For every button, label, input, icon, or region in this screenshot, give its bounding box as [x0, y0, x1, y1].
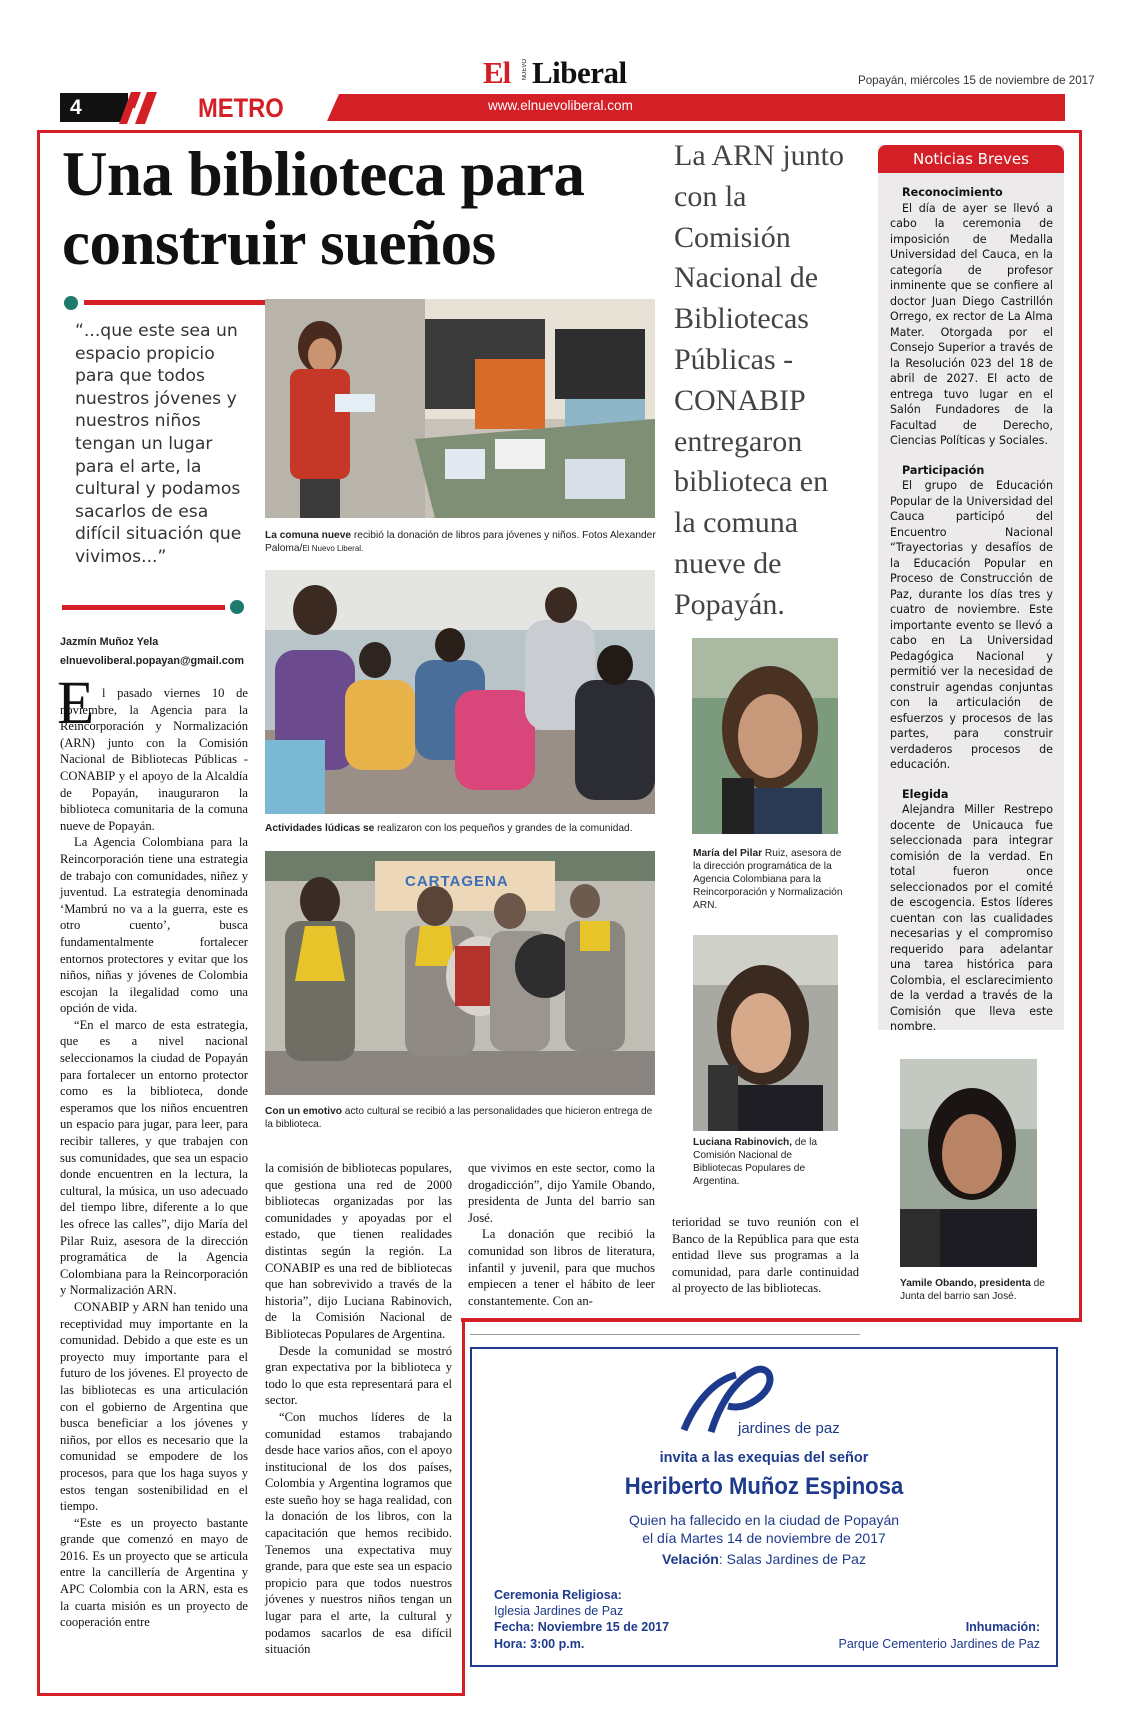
logo-nuevo: NUEVO	[522, 59, 528, 81]
photo-1-caption-text: recibió la donación de libros para jóvenes y niños. Fotos Alexander Paloma/	[265, 530, 656, 554]
logo-liberal: Liberal	[532, 55, 627, 90]
photo-1-caption-credit: El Nuevo Liberal.	[302, 544, 364, 553]
col2-para-2: Desde la comunidad se mostró gran expectativa por la biblioteca y todo lo que esta representará para el sector.	[265, 1343, 452, 1408]
col4-para-1: terioridad se tuvo reunión con el Banco de la República para que esta entidad lleve sus programas a la comunidad, para darle continuidad al proyecto de las bibliotecas.	[672, 1215, 859, 1296]
article-column-1	[60, 685, 248, 1631]
col1-para-4: CONABIP y ARN han tenido una receptividad muy importante en la comunidad. Debido a que este es un proyecto muy importante para el futuro de los jóvenes. El proyecto de las bibliotecas es una articulación con el gobierno de Argentina que busca beneficiar a los jóvenes y niños, por ellos es necesario que la comunidad se empodere de los procesos, para que los haga suyos y estos tengan sostenibilidad en el tiempo.	[60, 1299, 248, 1514]
ad-name: Heriberto Muñoz Espinosa	[624, 1473, 904, 1500]
masthead	[0, 0, 1125, 125]
photo-4-caption-bold: María del Pilar	[693, 848, 763, 859]
photo-4-caption-text: Ruiz, asesora de la dirección programática de la Agencia Colombiana para la Reincorporación y Normalización ARN.	[693, 848, 843, 911]
ad-velacion-value: : Salas Jardines de Paz	[718, 1551, 866, 1567]
photo-6-caption-bold: Yamile Obando, presidenta	[900, 1278, 1031, 1289]
ad-ceremonia: Iglesia Jardines de Paz	[494, 1604, 624, 1618]
quote-top-rule	[64, 296, 244, 304]
photo-5-caption-bold: Luciana Rabinovich,	[693, 1137, 793, 1148]
drop-cap: E	[57, 670, 95, 737]
pull-quote: “...que este sea un espacio propicio para que todos nuestros jóvenes y nuestros niños tengan un lugar para el arte, la cultural y podamos sacarlos de esa difícil situación que vivimos...”	[75, 321, 242, 567]
ad-ceremonia-label: Ceremonia Religiosa:	[494, 1588, 622, 1602]
photo-2-caption	[265, 822, 660, 835]
website-link[interactable]: www.elnuevoliberal.com	[488, 98, 633, 113]
ad-velacion-label: Velación	[662, 1551, 719, 1567]
brief-1-heading: Reconocimiento	[902, 186, 1003, 199]
author-email[interactable]: elnuevoliberal.popayan@gmail.com	[60, 655, 244, 667]
article-column-2	[265, 1160, 452, 1658]
section-label: METRO	[198, 93, 284, 123]
ad-line-1: Quien ha fallecido en la ciudad de Popayán	[628, 1512, 900, 1528]
photo-2-caption-bold: Actividades lúdicas se	[265, 823, 375, 834]
banner-text: CARTAGENA	[405, 873, 509, 890]
photo-3-caption	[265, 1105, 660, 1131]
photo-1-caption	[265, 529, 660, 555]
col1-para-5: “Este es un proyecto bastante grande que comenzó en mayo de 2016. Es un proyecto que se articula entre la cancillería de Argentina y APC Colombia con la ARN, esta es la cuarta misión es un proyecto de cooperación entre	[60, 1515, 248, 1630]
brief-3-body: Alejandra Miller Restrepo docente de Unicauca fue seleccionada para integrar comisión de la verdad. En total fueron once seleccionados por el comité de escogencia. Estos líderes cuentan con las cualidades necesarias y el compromiso requerido para adelantar una tarea histórica para Colombia, el esclarecimiento de la verdad a través de la Comisión que lleva este nombre.	[890, 803, 1053, 1033]
col1-para-2: La Agencia Colombiana para la Reincorporación tiene una estrategia de trabajo con comunidades, niñez y juventud. La estrategia denominada ‘Mambrú no va a la guerra, este es otro cuento’, busca fundamentalmente fortalecer entornos protectores y evitar que los niños, niñas y jóvenes de Colombia escojan la ilegalidad como una opción de vida.	[60, 835, 248, 1016]
photo-children-activity	[265, 570, 655, 814]
ad-line-2: el día Martes 14 de noviembre de 2017	[642, 1530, 886, 1546]
ad-invite: invita a las exequias del señor	[659, 1450, 869, 1466]
col3-para-1: que vivimos en este sector, como la drogadicción”, dijo Yamile Obando, presidenta de Junta del barrio san José.	[468, 1161, 655, 1225]
brief-1-body: El día de ayer se llevó a cabo la ceremonia de imposición de Medalla Universidad del Cauca, en la categoría de profesor inminente que se confiere al doctor Juan Diego Castrillón Orrego, ex rector de La Alma Mater. Otorgada por el Consejo Superior a través de la Resolución 023 del 18 de abril de 2027. El acto de entrega tuvo lugar en el Salón Fundadores de la Facultad de Derecho, Ciencias Políticas y Sociales.	[890, 201, 1053, 447]
photo-6-caption-text: de Junta del barrio san José.	[900, 1278, 1045, 1302]
ad-hora: Hora: 3:00 p.m.	[494, 1637, 585, 1651]
deck: La ARN junto con la Comisión Nacional de Bibliotecas Públicas - CONABIP entregaron biblioteca en la comuna nueve de Popayán.	[674, 139, 844, 621]
col2-para-3: “Con muchos líderes de la comunidad estamos trabajando desde hace varios años, con el apoyo institucional de los dos países, Colombia y Argentina logramos que este sueño hoy se haga realidad, con la donación de los libros, con la capacitación que hemos recibido. Tenemos una expectativa muy grande, para que este sea un espacio propicio para que todos nuestros jóvenes y nuestros niños tengan un lugar para el arte, la cultural y podamos sacarlos de esa difícil situación	[265, 1409, 452, 1657]
dateline: Popayán, miércoles 15 de noviembre de 2017	[858, 74, 1095, 87]
article-column-4	[672, 1214, 859, 1297]
col2-para-1: la comisión de bibliotecas populares, que gestiona una red de 2000 bibliotecas organizadas por las comunidades y apoyadas por el estado, que tienen realidades distintas según la región. La CONABIP es una red de bibliotecas que han sobrevivido a través de la historia”, dijo Luciana Rabinovich, de la Comisión Nacional de Bibliotecas Populares de Argentina.	[265, 1161, 452, 1341]
ad-logo-text: jardines de paz	[738, 1420, 840, 1437]
photo-yamile-obando	[900, 1059, 1037, 1267]
photo-maria-del-pilar	[692, 638, 838, 834]
col1-para-3: “En el marco de esta estrategia, que es a nivel nacional seleccionamos la ciudad de Popayán para fortalecer un entorno protector como es la biblioteca, donde esperamos que los niños encuentren un espacio para jugar, para leer, para recibir talleres, y que trabajen con sus comunidades, que sea un espacio donde encuentren en la lectura, la cultural, la música, un uso adecuado del tiempo libre, diferente a lo que les ofrece las calles”, dijo María del Pilar Ruiz, asesora de la dirección programática de la Agencia Colombiana para la Reincorporación y Normalización ARN.	[60, 1017, 248, 1298]
photo-3-caption-bold: Con un emotivo	[265, 1106, 342, 1117]
briefs-content	[890, 172, 1053, 1035]
author-name: Jazmín Muñoz Yela	[60, 636, 159, 648]
photo-cultural-act	[265, 851, 655, 1095]
brief-2-heading: Participación	[902, 463, 985, 477]
headline: Una biblioteca para construir sueños	[62, 139, 585, 278]
article-frame-step	[461, 1318, 1082, 1322]
ad-top-rule	[470, 1334, 860, 1335]
photo-6-caption	[900, 1277, 1070, 1303]
ad-inhumacion-label: Inhumación:	[965, 1620, 1040, 1634]
photo-1-caption-bold: La comuna nueve	[265, 530, 352, 541]
quote-bottom-rule	[62, 600, 246, 614]
ad-inhumacion: Parque Cementerio Jardines de Paz	[838, 1637, 1040, 1651]
logo-el: El	[483, 55, 511, 90]
photo-2-caption-text: realizaron con los pequeños y grandes de la comunidad.	[374, 823, 633, 834]
photo-book-donation	[265, 299, 655, 518]
article-column-3	[468, 1160, 655, 1309]
brief-2-body: El grupo de Educación Popular de la Universidad del Cauca participó del Encuentro Nacional “Trayectorias y desafíos de la Educación Popular en Proceso de Construcción de Paz, durante los días tres y cuatro de noviembre. Este importante evento se llevó a cabo en La Universidad Pedagógica Nacional y permitió ver la necesidad de construir agendas conjuntas con la articulación de esfuerzos y procesos de las partes, para construir verdaderos procesos de educación.	[890, 479, 1053, 771]
photo-5-caption	[693, 1136, 843, 1188]
photo-luciana-rabinovich	[693, 935, 838, 1131]
photo-5-caption-text: de la Comisión Nacional de Bibliotecas Populares de Argentina.	[693, 1137, 817, 1187]
briefs-title: Noticias Breves	[878, 145, 1064, 173]
page-number: 4	[70, 96, 82, 119]
photo-4-caption	[693, 847, 843, 912]
col3-para-2: La donación que recibió la comunidad son libros de literatura, infantil y juvenil, para que muchos empiecen a tener el hábito de leer constantemente. Con an-	[468, 1227, 655, 1308]
col1-para-1: l pasado viernes 10 de noviembre, la Agencia para la Reincorporación y Normalización (ARN) junto con la Comisión Nacional de Bibliotecas Públicas - CONABIP y el apoyo de la Alcaldía de Popayán, inauguraron la biblioteca comunitaria de la comuna nueve de Popayán.	[60, 686, 248, 833]
stripe-decoration	[113, 90, 173, 124]
ad-velacion	[470, 1551, 1058, 1567]
ad-fecha: Fecha: Noviembre 15 de 2017	[494, 1620, 670, 1634]
photo-3-caption-text: acto cultural se recibió a las personalidades que hicieron entrega de la biblioteca.	[265, 1106, 653, 1130]
brief-3-heading: Elegida	[902, 787, 949, 801]
red-header-bar	[327, 94, 1065, 121]
